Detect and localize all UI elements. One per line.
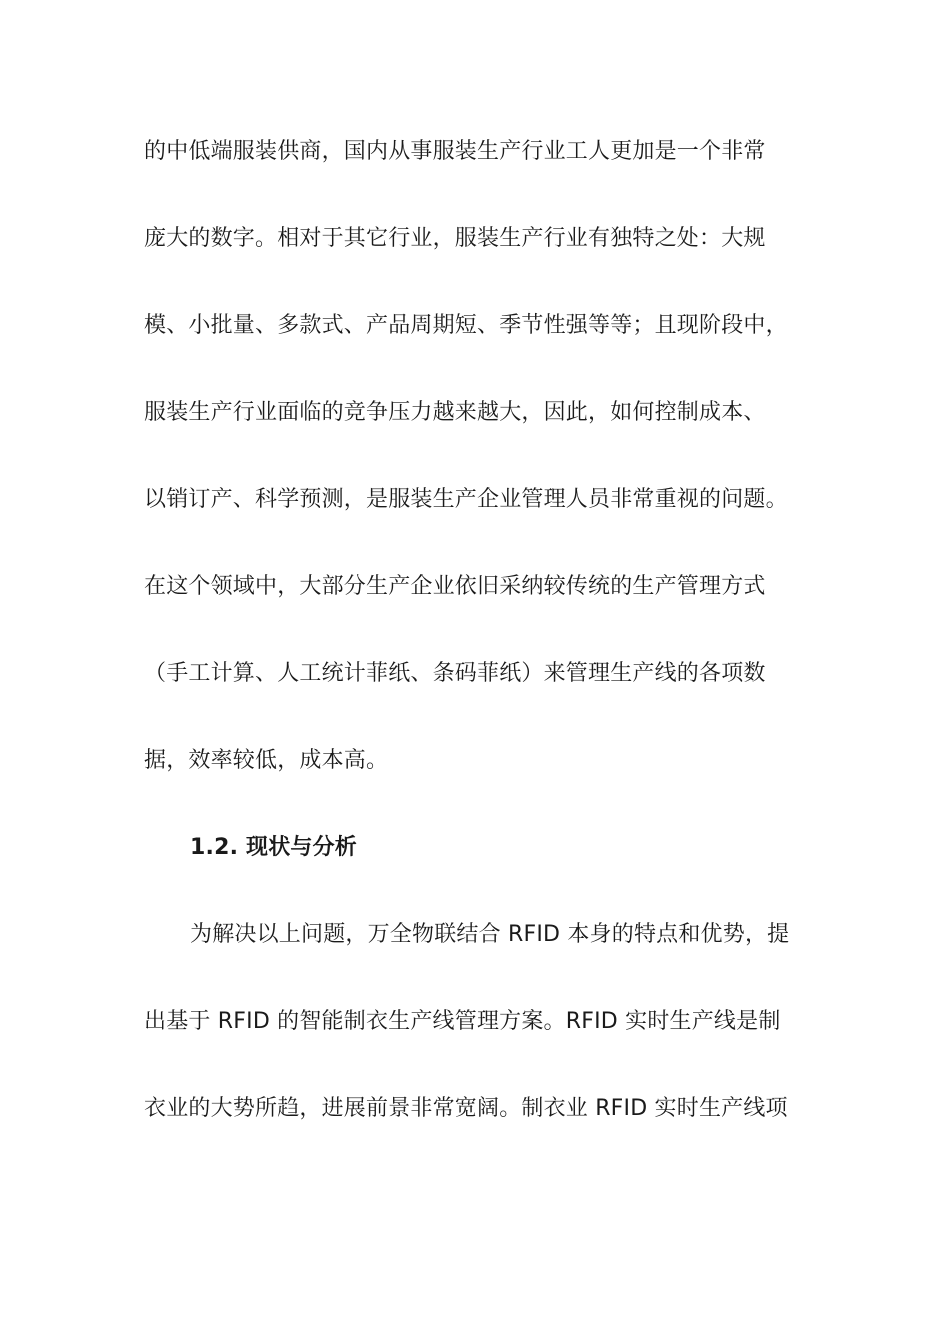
text-line: 出基于 RFID 的智能制衣生产线管理方案。RFID 实时生产线是制 — [144, 1009, 781, 1034]
text-line: 为解决以上问题，万全物联结合 RFID 本身的特点和优势，提 — [190, 922, 790, 947]
paragraph-intro — [144, 130, 824, 783]
section-heading: 1.2. 现状与分析 — [190, 835, 357, 860]
paragraph-analysis — [144, 913, 824, 1131]
text-line: 以销订产、科学预测，是服装生产企业管理人员非常重视的问题。 — [144, 487, 788, 512]
text-line: 服装生产行业面临的竞争压力越来越大，因此，如何控制成本、 — [144, 400, 766, 425]
text-line: 据，效率较低，成本高。 — [144, 748, 389, 773]
text-line: 的中低端服装供商，国内从事服装生产行业工人更加是一个非常 — [144, 139, 766, 164]
document-body — [144, 130, 824, 1174]
text-line: 在这个领域中，大部分生产企业依旧采纳较传统的生产管理方式 — [144, 574, 766, 599]
text-line: 模、小批量、多款式、产品周期短、季节性强等等；且现阶段中， — [144, 313, 788, 338]
text-line: 衣业的大势所趋，进展前景非常宽阔。制衣业 RFID 实时生产线项 — [144, 1096, 788, 1121]
text-line: 庞大的数字。相对于其它行业，服装生产行业有独特之处：大规 — [144, 226, 766, 251]
text-line: （手工计算、人工统计菲纸、条码菲纸）来管理生产线的各项数 — [144, 661, 766, 686]
